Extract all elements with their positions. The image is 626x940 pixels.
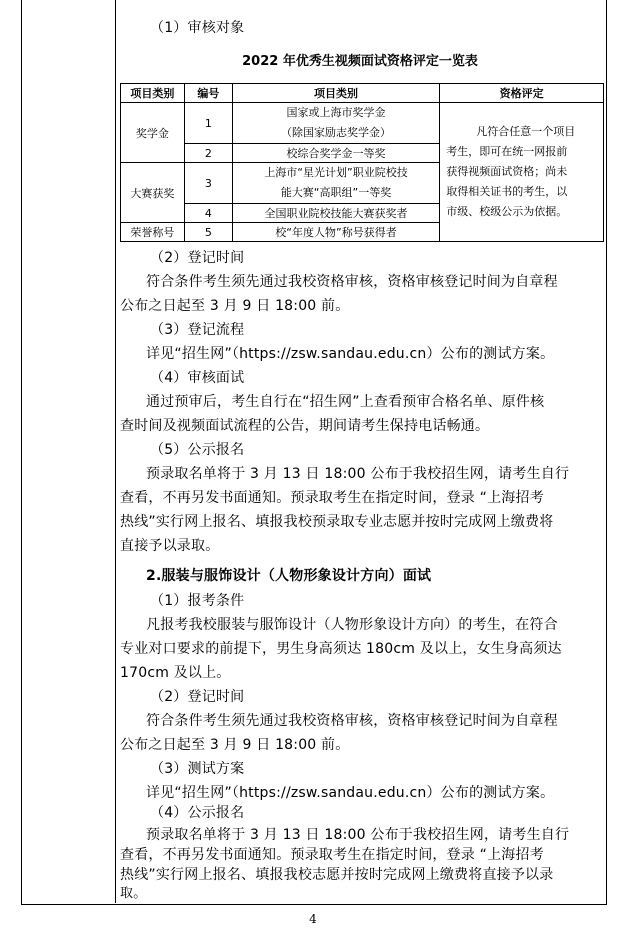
item-cell [232, 163, 440, 204]
paragraph-line: 详见“招生网”（https://zsw.sandau.edu.cn）公布的测试方案。 [146, 785, 555, 801]
header-item: 项目类别 [232, 84, 440, 103]
table-header-row [121, 84, 604, 103]
category-cell: 奖学金 [121, 103, 185, 163]
paragraph-line: 热线”实行网上报名、填报我校志愿并按时完成网上缴费将直接予以录 [120, 867, 554, 883]
left-column-divider [115, 0, 116, 903]
number-cell: 3 [184, 163, 232, 204]
number-cell: 4 [184, 204, 232, 223]
evaluation-line: 凡符合任意一个项目 [476, 125, 576, 138]
evaluation-line: 市级、校级公示为依据。 [446, 205, 568, 218]
header-number: 编号 [184, 84, 232, 103]
reg-flow-heading: （3）登记流程 [150, 322, 245, 338]
item-line: 上海市“星光计划”职业院校技 [264, 166, 408, 179]
publicity-heading-2: （4）公示报名 [150, 805, 245, 821]
evaluation-line: 获得视频面试资格；尚未 [446, 165, 568, 178]
paragraph-line: 取。 [120, 886, 147, 901]
category-cell: 荣誉称号 [121, 223, 185, 242]
paragraph-line: 符合条件考生须先通过我校资格审核，资格审核登记时间为自章程 [146, 713, 558, 729]
publicity-heading: （5）公示报名 [150, 442, 245, 458]
paragraph-line: 查时间及视频面试流程的公告，期间请考生保持电话畅通。 [120, 418, 490, 434]
item-cell: 全国职业院校技能大赛获奖者 [232, 204, 440, 223]
reg-time-heading: （2）登记时间 [150, 250, 245, 266]
paragraph-line: 公布之日起至 3 月 9 日 18:00 前。 [120, 737, 350, 753]
paragraph-line: 通过预审后，考生自行在“招生网”上查看预审合格名单、原件核 [146, 394, 545, 410]
paragraph-line: 专业对口要求的前提下，男生身高须达 180cm 及以上，女生身高须达 [120, 641, 562, 657]
paragraph-line: 热线”实行网上报名、填报我校预录取专业志愿并按时完成网上缴费将 [120, 514, 554, 530]
paragraph-line: 详见“招生网”（https://zsw.sandau.edu.cn）公布的测试方案。 [146, 346, 555, 362]
item-cell: 校综合奖学金一等奖 [232, 144, 440, 163]
paragraph-line: 公布之日起至 3 月 9 日 18:00 前。 [120, 298, 350, 314]
conditions-heading: （1）报考条件 [150, 593, 245, 609]
section-2-heading: 2.服装与服饰设计（人物形象设计方向）面试 [146, 568, 432, 584]
audit-heading: （1）审核对象 [150, 20, 245, 36]
qualification-table [120, 83, 604, 242]
number-cell: 2 [184, 144, 232, 163]
item-cell: 校“年度人物”称号获得者 [232, 223, 440, 242]
number-cell: 1 [184, 103, 232, 144]
item-line: （除国家励志奖学金） [281, 126, 392, 139]
item-line: 能大赛“高职组”一等奖 [280, 186, 392, 199]
number-cell: 5 [184, 223, 232, 242]
header-category: 项目类别 [121, 84, 185, 103]
reg-time-heading-2: （2）登记时间 [150, 689, 245, 705]
interview-heading: （4）审核面试 [150, 370, 245, 386]
test-plan-heading: （3）测试方案 [150, 761, 245, 777]
paragraph-line: 直接予以录取。 [120, 538, 220, 554]
evaluation-line: 考生，即可在统一网报前 [446, 145, 568, 158]
header-evaluation: 资格评定 [440, 84, 604, 103]
evaluation-cell [440, 103, 604, 242]
category-cell: 大赛获奖 [121, 163, 185, 223]
paragraph-line: 查看，不再另发书面通知。预录取考生在指定时间，登录 “上海招考 [120, 847, 544, 863]
table-row [121, 103, 604, 144]
paragraph-line: 符合条件考生须先通过我校资格审核，资格审核登记时间为自章程 [146, 274, 558, 290]
page-number: 4 [309, 912, 317, 926]
evaluation-line: 取得相关证书的考生，以 [446, 185, 568, 198]
item-cell [232, 103, 440, 144]
table-title: 2022 年优秀生视频面试资格评定一览表 [242, 54, 478, 69]
paragraph-line: 凡报考我校服装与服饰设计（人物形象设计方向）的考生，在符合 [146, 617, 558, 633]
paragraph-line: 预录取名单将于 3 月 13 日 18:00 公布于我校招生网，请考生自行 [146, 827, 570, 843]
paragraph-line: 预录取名单将于 3 月 13 日 18:00 公布于我校招生网，请考生自行 [146, 466, 570, 482]
item-line: 国家或上海市奖学金 [286, 106, 386, 119]
paragraph-line: 170cm 及以上。 [120, 665, 231, 681]
paragraph-line: 查看，不再另发书面通知。预录取考生在指定时间，登录 “上海招考 [120, 490, 544, 506]
